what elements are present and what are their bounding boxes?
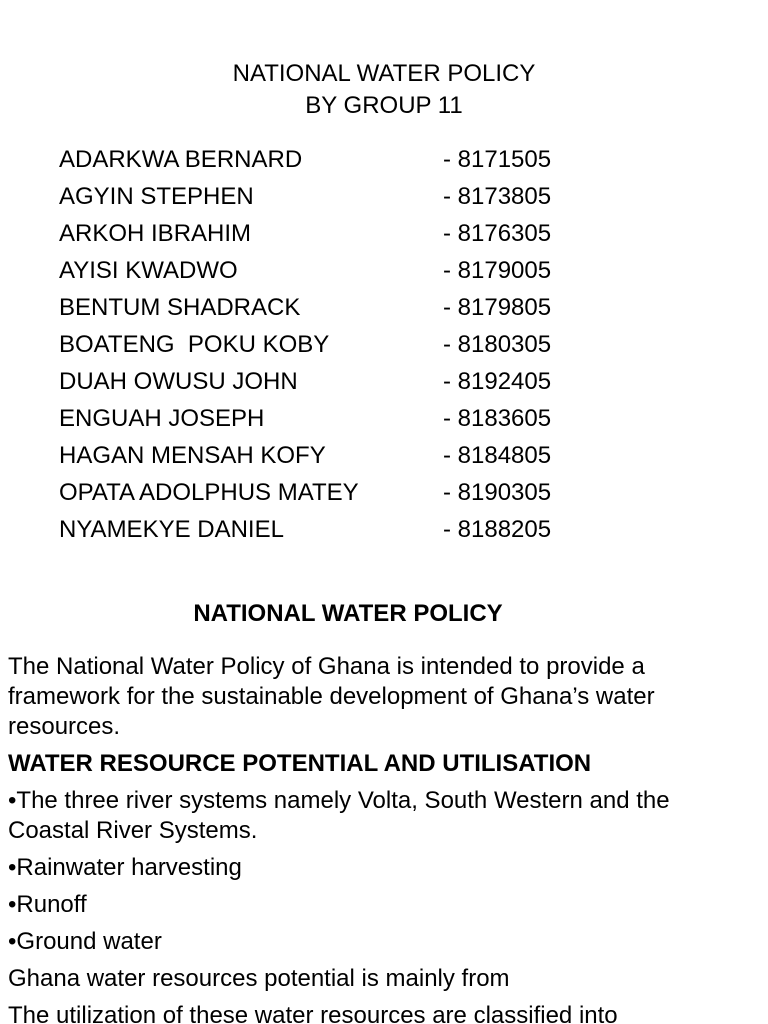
member-id: - 8176305 bbox=[443, 220, 552, 247]
member-id: - 8188205 bbox=[443, 516, 552, 543]
member-name: BENTUM SHADRACK bbox=[59, 294, 301, 321]
bullet-item: •Runoff bbox=[8, 891, 87, 918]
member-row bbox=[59, 254, 619, 291]
member-name: BOATENG POKU KOBY bbox=[59, 331, 330, 358]
bullet-item: •The three river systems namely Volta, South Western and the Coastal River Systems. bbox=[8, 787, 670, 844]
member-name: DUAH OWUSU JOHN bbox=[59, 368, 298, 395]
sub-heading: WATER RESOURCE POTENTIAL AND UTILISATION bbox=[8, 750, 592, 777]
member-row bbox=[59, 328, 619, 365]
member-name: AGYIN STEPHEN bbox=[59, 183, 254, 210]
cover-subtitle: BY GROUP 11 bbox=[305, 92, 463, 119]
member-name: NYAMEKYE DANIEL bbox=[59, 516, 284, 543]
member-row bbox=[59, 476, 619, 513]
member-row bbox=[59, 180, 619, 217]
member-id: - 8190305 bbox=[443, 479, 552, 506]
member-id: - 8180305 bbox=[443, 331, 552, 358]
member-id: - 8184805 bbox=[443, 442, 552, 469]
member-id: - 8179005 bbox=[443, 257, 552, 284]
member-row bbox=[59, 291, 619, 328]
bullet-item: •Rainwater harvesting bbox=[8, 854, 242, 881]
member-list bbox=[59, 143, 619, 550]
cover-title: NATIONAL WATER POLICY bbox=[232, 60, 536, 87]
bullet-item: •Ground water bbox=[8, 928, 162, 955]
member-row bbox=[59, 143, 619, 180]
member-name: ENGUAH JOSEPH bbox=[59, 405, 265, 432]
member-name: AYISI KWADWO bbox=[59, 257, 238, 284]
member-name: OPATA ADOLPHUS MATEY bbox=[59, 479, 359, 506]
member-name: ADARKWA BERNARD bbox=[59, 146, 303, 173]
member-row bbox=[59, 365, 619, 402]
member-name: ARKOH IBRAHIM bbox=[59, 220, 252, 247]
member-row bbox=[59, 439, 619, 476]
member-id: - 8179805 bbox=[443, 294, 552, 321]
member-id: - 8173805 bbox=[443, 183, 552, 210]
member-id: - 8171505 bbox=[443, 146, 552, 173]
member-row bbox=[59, 217, 619, 254]
intro-paragraph: The National Water Policy of Ghana is intended to provide a framework for the sustainable development of Ghana’s water resources. bbox=[8, 653, 655, 740]
member-row bbox=[59, 402, 619, 439]
utilization-paragraph: The utilization of these water resources are classified into bbox=[8, 1002, 618, 1024]
section-heading: NATIONAL WATER POLICY bbox=[193, 600, 503, 627]
member-row bbox=[59, 513, 619, 550]
member-id: - 8192405 bbox=[443, 368, 552, 395]
potential-paragraph: Ghana water resources potential is mainly from bbox=[8, 965, 510, 992]
member-id: - 8183605 bbox=[443, 405, 552, 432]
member-name: HAGAN MENSAH KOFY bbox=[59, 442, 326, 469]
